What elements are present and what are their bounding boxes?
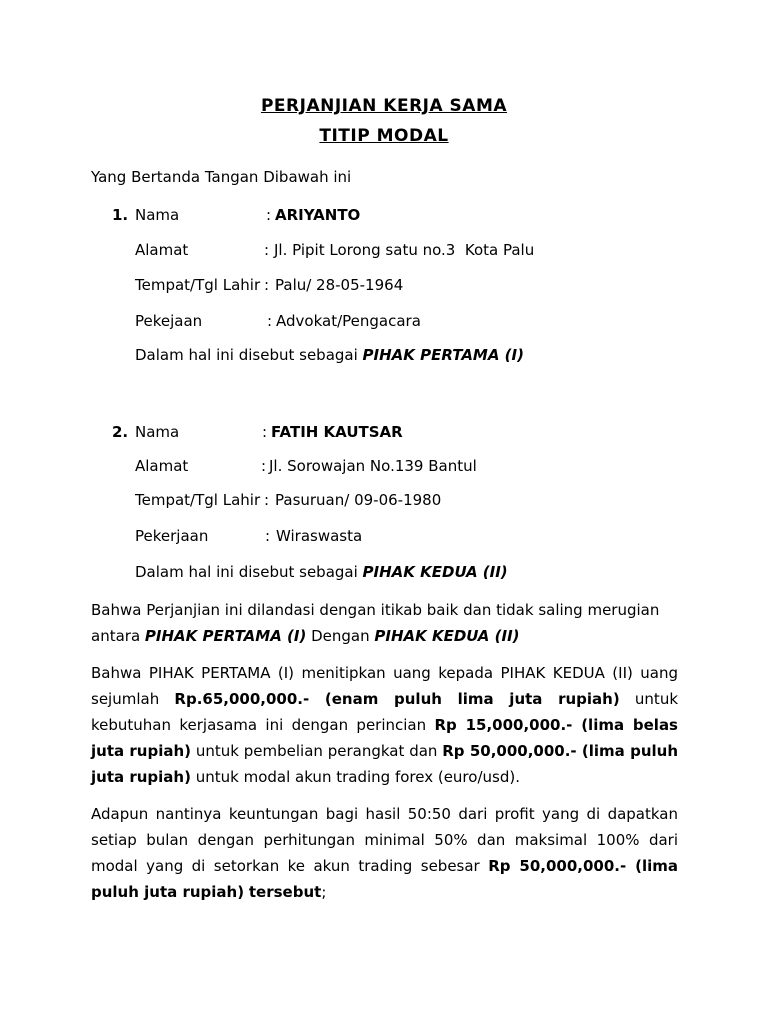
party2-birth-label: Tempat/Tgl Lahir [135,491,261,509]
party2-address-label: Alamat [135,457,189,475]
paragraph-funds-amount-total: Rp.65,000,000.- (enam puluh lima juta rupiah) [174,690,620,708]
party1-birth-label: Tempat/Tgl Lahir [135,276,261,294]
party2-address-value: Jl. Sorowajan No.139 Bantul [269,457,477,475]
paragraph-profit-tersebut: tersebut [248,883,322,901]
party2-role: PIHAK KEDUA (II) [362,563,508,581]
paragraph-profit-text1: Adapun nantinya keuntungan bagi hasil 50:50 dari profit yang di dapatkan setiap bulan dengan perhitungan minimal 50% dan maksimal 100% dari modal yang di setorkan ke akun trading sebesar [91,805,678,875]
party2-number: 2. [112,423,129,441]
party1-address-value: Jl. Pipit Lorong satu no.3 Kota Palu [274,241,535,259]
paragraph-basis [91,597,678,649]
paragraph-funds-text1: Bahwa PIHAK PERTAMA (I) menitipkan uang kepada PIHAK KEDUA (II) uang sejumlah [91,664,678,708]
paragraph-profit [91,801,678,905]
paragraph-basis-connector: Dengan [306,627,375,645]
party1-statement-text: Dalam hal ini disebut sebagai [135,346,363,364]
party2-occupation-label: Pekerjaan [135,527,209,545]
party2-birth-sep: : [264,491,270,509]
party2-statement-text: Dalam hal ini disebut sebagai [135,563,363,581]
paragraph-funds-amount-equipment: Rp 15,000,000.- (lima belas juta rupiah) [91,716,678,760]
paragraph-funds-text4: untuk modal akun trading forex (euro/usd). [190,768,520,786]
paragraph-funds-text3: untuk pembelian perangkat dan [191,742,443,760]
party2-address-sep: : [261,457,267,475]
party2-birth-value: Pasuruan/ 09-06-1980 [275,491,442,509]
paragraph-funds-text2: untuk kebutuhan kerjasama ini dengan perincian [91,690,679,734]
party1-occupation-value: Advokat/Pengacara [276,312,421,330]
party1-birth-value: Palu/ 28-05-1964 [275,276,404,294]
party1-role: PIHAK PERTAMA (I) [362,346,524,364]
intro-text: Yang Bertanda Tangan Dibawah ini [91,168,352,186]
paragraph-basis-text: Bahwa Perjanjian ini dilandasi dengan itikab baik dan tidak saling merugian antara [91,601,660,645]
paragraph-funds-amount-capital: Rp 50,000,000.- (lima puluh juta rupiah) [91,742,679,786]
paragraph-profit-amount: Rp 50,000,000.- (lima puluh juta rupiah) [91,857,678,901]
party2-name-sep: : [262,423,268,441]
document-subtitle: TITIP MODAL [319,126,449,146]
party1-number: 1. [112,206,129,224]
party1-birth-sep: : [264,276,270,294]
party1-name-value: ARIYANTO [275,206,361,224]
party2-name-value: FATIH KAUTSAR [271,423,403,441]
party1-name-label: Nama [135,206,180,224]
paragraph-basis-role1: PIHAK PERTAMA (I) [144,627,307,645]
party1-address-label: Alamat [135,241,189,259]
party1-address-sep: : [264,241,270,259]
document-title: PERJANJIAN KERJA SAMA [260,96,508,116]
paragraph-profit-end: ; [321,883,327,901]
party2-name-label: Nama [135,423,180,441]
party2-occupation-sep: : [265,527,271,545]
paragraph-basis-role2: PIHAK KEDUA (II) [374,627,520,645]
party1-occupation-label: Pekejaan [135,312,203,330]
party2-statement [135,563,508,581]
party1-occupation-sep: : [267,312,273,330]
paragraph-funds [91,660,678,790]
party2-occupation-value: Wiraswasta [276,527,363,545]
party1-statement [135,346,524,364]
party1-name-sep: : [266,206,272,224]
